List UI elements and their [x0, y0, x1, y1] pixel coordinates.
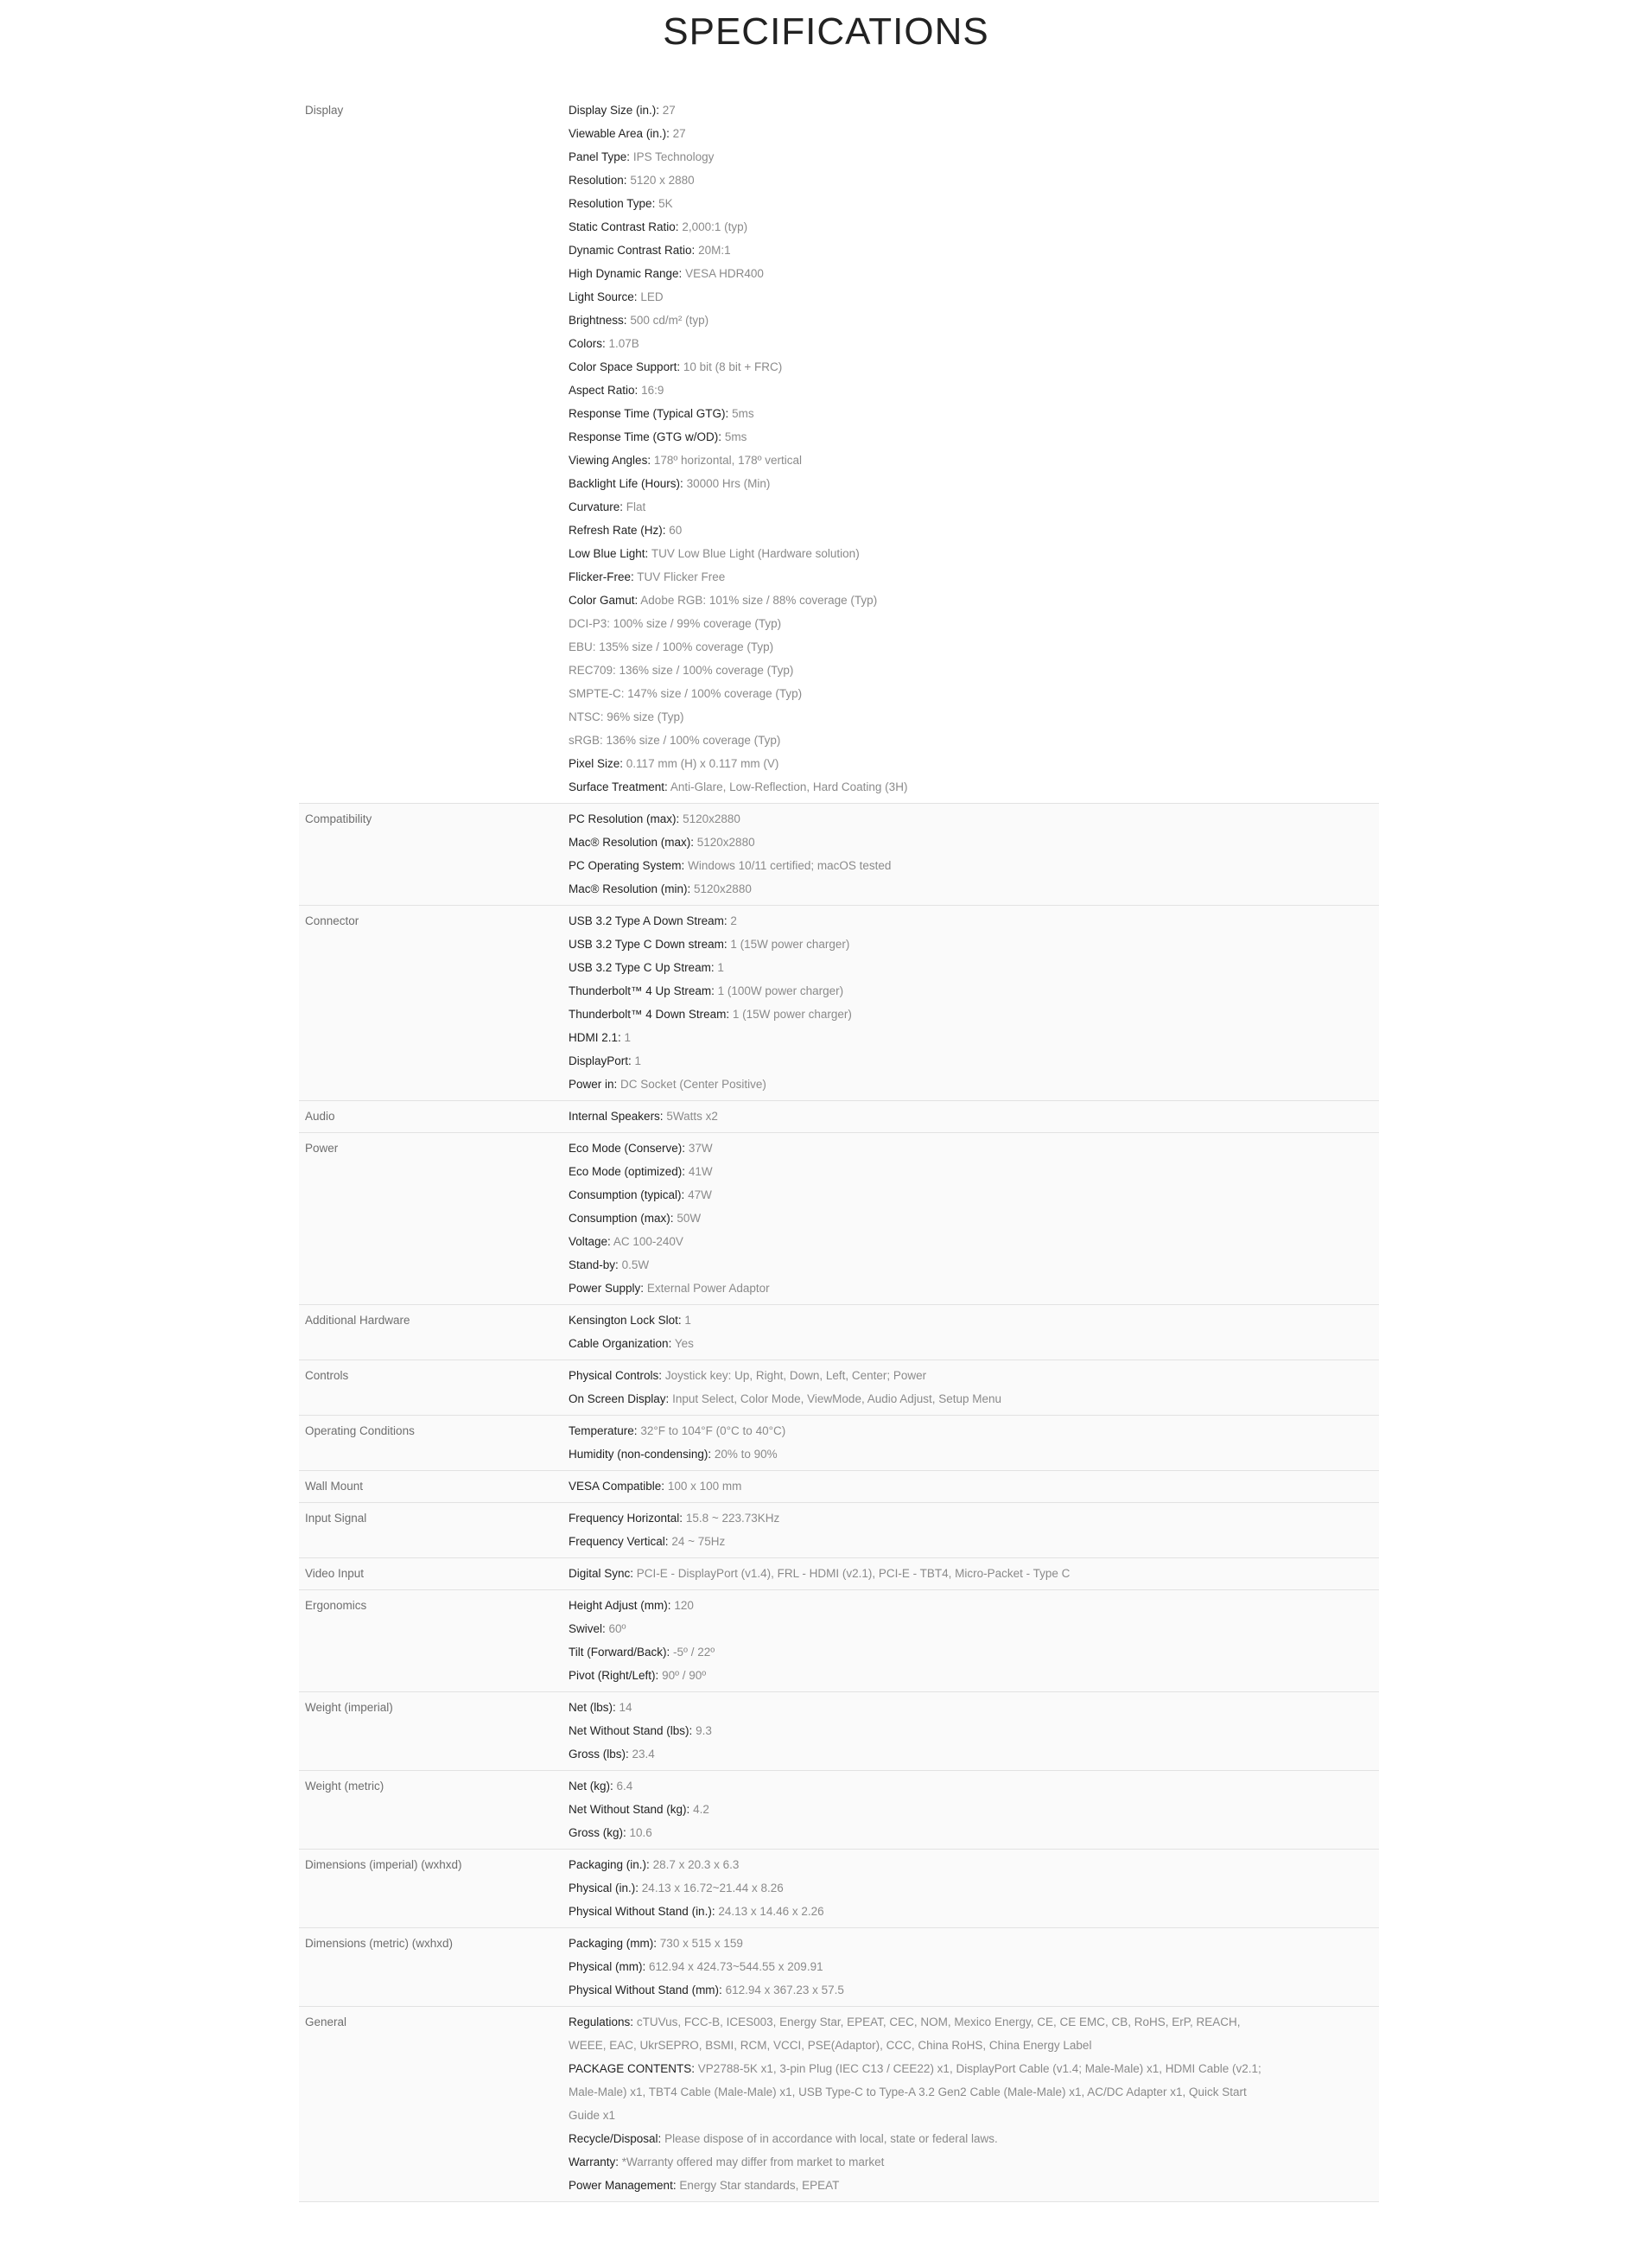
- spec-key: USB 3.2 Type A Down Stream:: [569, 914, 728, 927]
- spec-key: Physical Controls:: [569, 1369, 663, 1382]
- spec-value: 90º / 90º: [662, 1669, 707, 1682]
- spec-value: 1: [684, 1314, 691, 1327]
- spec-key: Thunderbolt™ 4 Up Stream:: [569, 984, 715, 997]
- spec-value: 37W: [688, 1142, 713, 1155]
- spec-value: 1: [634, 1054, 642, 1067]
- spec-key: Internal Speakers:: [569, 1110, 664, 1123]
- spec-value: 5120 x 2880: [630, 174, 695, 187]
- spec-item: [569, 1664, 1267, 1687]
- spec-value: *Warranty offered may differ from market to market: [621, 2156, 885, 2168]
- spec-value: Energy Star standards, EPEAT: [679, 2179, 840, 2192]
- spec-item: [569, 831, 1267, 854]
- spec-item: [569, 355, 1267, 379]
- spec-section: [299, 1558, 1379, 1590]
- spec-section: [299, 804, 1379, 906]
- spec-key: Frequency Horizontal:: [569, 1512, 683, 1525]
- spec-key: Response Time (Typical GTG):: [569, 407, 729, 420]
- spec-key: PC Operating System:: [569, 859, 685, 872]
- spec-key: Warranty:: [569, 2156, 620, 2168]
- spec-key: Static Contrast Ratio:: [569, 220, 679, 233]
- spec-value: 1: [624, 1031, 632, 1044]
- spec-section: [299, 2007, 1379, 2202]
- spec-value: 14: [619, 1701, 632, 1714]
- section-label: Ergonomics: [305, 1599, 367, 1612]
- spec-item: [569, 1183, 1267, 1207]
- section-label: Dimensions (metric) (wxhxd): [305, 1937, 454, 1950]
- section-items: [569, 2010, 1379, 2197]
- spec-key: Net Without Stand (lbs):: [569, 1724, 693, 1737]
- section-items: [569, 1932, 1379, 2002]
- section-label: Weight (imperial): [305, 1701, 393, 1714]
- spec-value: cTUVus, FCC-B, ICES003, Energy Star, EPEAT, CEC, NOM, Mexico Energy, CE, CE EMC, CB, RoHS, ErP, REACH, WEEE, EAC, UkrSEPRO, BSMI, RCM, VCCI, PSE(Adaptor), CCC, China RoHS, China Energy Label: [569, 2015, 1241, 2052]
- section-items: [569, 1853, 1379, 1923]
- spec-value: 612.94 x 367.23 x 57.5: [725, 1984, 844, 1996]
- spec-value: 5ms: [724, 430, 747, 443]
- spec-key: Power Management:: [569, 2179, 677, 2192]
- spec-item: [569, 1160, 1267, 1183]
- spec-key: USB 3.2 Type C Down stream:: [569, 938, 728, 951]
- spec-key: Power Supply:: [569, 1282, 645, 1295]
- spec-item: [569, 1474, 1267, 1498]
- spec-value: LED: [640, 290, 664, 303]
- spec-key: Resolution Type:: [569, 197, 656, 210]
- spec-value: 20M:1: [698, 244, 731, 257]
- spec-value: -5º / 22º: [673, 1646, 715, 1659]
- spec-item: [569, 682, 1267, 705]
- section-label: Input Signal: [305, 1512, 367, 1525]
- spec-key: Consumption (typical):: [569, 1188, 685, 1201]
- spec-value: Adobe RGB: 101% size / 88% coverage (Typ): [640, 594, 878, 607]
- section-items: [569, 1419, 1379, 1466]
- spec-item: [569, 1978, 1267, 2002]
- spec-value: DCI-P3: 100% size / 99% coverage (Typ): [569, 617, 782, 630]
- section-label: Audio: [305, 1110, 335, 1123]
- spec-item: [569, 1853, 1267, 1876]
- spec-value: 60: [669, 524, 683, 537]
- spec-key: Color Space Support:: [569, 360, 681, 373]
- section-items: [569, 807, 1379, 901]
- section-label: Dimensions (imperial) (wxhxd): [305, 1858, 462, 1871]
- spec-value: 5Watts x2: [666, 1110, 718, 1123]
- spec-value: 1: [717, 961, 724, 974]
- spec-item: [569, 589, 1267, 612]
- spec-value: TUV Flicker Free: [637, 570, 726, 583]
- spec-item: [569, 99, 1267, 122]
- section-label: Video Input: [305, 1567, 365, 1580]
- spec-key: Resolution:: [569, 174, 627, 187]
- section-items: [569, 1364, 1379, 1411]
- spec-key: Consumption (max):: [569, 1212, 674, 1225]
- spec-item: [569, 956, 1267, 979]
- spec-key: Eco Mode (optimized):: [569, 1165, 686, 1178]
- spec-key: Physical (in.):: [569, 1882, 639, 1894]
- spec-key: Power in:: [569, 1078, 618, 1091]
- spec-value: 23.4: [632, 1748, 655, 1761]
- spec-value: 5ms: [732, 407, 754, 420]
- spec-value: Flat: [626, 500, 646, 513]
- spec-value: 60º: [608, 1622, 626, 1635]
- spec-value: 28.7 x 20.3 x 6.3: [652, 1858, 740, 1871]
- spec-value: 1 (100W power charger): [717, 984, 844, 997]
- spec-key: Gross (kg):: [569, 1826, 626, 1839]
- spec-item: [569, 1696, 1267, 1719]
- section-label: Wall Mount: [305, 1480, 364, 1493]
- spec-key: Packaging (mm):: [569, 1937, 658, 1950]
- spec-item: [569, 1277, 1267, 1300]
- spec-value: 6.4: [616, 1780, 633, 1793]
- spec-value: Please dispose of in accordance with local, state or federal laws.: [664, 2132, 998, 2145]
- spec-item: [569, 1049, 1267, 1073]
- section-items: [569, 1594, 1379, 1687]
- section-items: [569, 1774, 1379, 1844]
- spec-section: [299, 906, 1379, 1101]
- spec-item: [569, 1774, 1267, 1798]
- spec-key: Swivel:: [569, 1622, 606, 1635]
- spec-value: REC709: 136% size / 100% coverage (Typ): [569, 664, 794, 677]
- spec-item: [569, 2127, 1267, 2150]
- spec-value: SMPTE-C: 147% size / 100% coverage (Typ): [569, 687, 803, 700]
- spec-key: Packaging (in.):: [569, 1858, 650, 1871]
- spec-value: NTSC: 96% size (Typ): [569, 710, 684, 723]
- spec-value: Input Select, Color Mode, ViewMode, Audio Adjust, Setup Menu: [672, 1392, 1002, 1405]
- spec-key: Low Blue Light:: [569, 547, 649, 560]
- spec-key: Humidity (non-condensing):: [569, 1448, 712, 1461]
- section-label: Compatibility: [305, 812, 372, 825]
- spec-key: Regulations:: [569, 2015, 634, 2028]
- spec-value: 1 (15W power charger): [730, 938, 850, 951]
- spec-value: 5K: [658, 197, 673, 210]
- spec-value: External Power Adaptor: [646, 1282, 770, 1295]
- spec-key: Color Gamut:: [569, 594, 639, 607]
- spec-value: TUV Low Blue Light (Hardware solution): [651, 547, 860, 560]
- spec-item: [569, 1506, 1267, 1530]
- spec-key: Flicker-Free:: [569, 570, 634, 583]
- spec-value: Joystick key: Up, Right, Down, Left, Center; Power: [664, 1369, 927, 1382]
- spec-item: [569, 933, 1267, 956]
- spec-item: [569, 1073, 1267, 1096]
- spec-item: [569, 1419, 1267, 1442]
- spec-key: Net Without Stand (kg):: [569, 1803, 690, 1816]
- spec-item: [569, 1798, 1267, 1821]
- spec-item: [569, 402, 1267, 425]
- spec-item: [569, 635, 1267, 659]
- spec-key: Stand-by:: [569, 1258, 619, 1271]
- spec-item: [569, 449, 1267, 472]
- spec-item: [569, 379, 1267, 402]
- spec-key: Colors:: [569, 337, 606, 350]
- spec-value: 32°F to 104°F (0°C to 40°C): [640, 1424, 786, 1437]
- spec-key: Pivot (Right/Left):: [569, 1669, 659, 1682]
- spec-value: 500 cd/m² (typ): [630, 314, 709, 327]
- spec-item: [569, 495, 1267, 519]
- spec-value: AC 100-240V: [613, 1235, 683, 1248]
- spec-table: [299, 95, 1379, 2202]
- spec-key: Tilt (Forward/Back):: [569, 1646, 670, 1659]
- spec-item: [569, 1530, 1267, 1553]
- spec-key: Pixel Size:: [569, 757, 624, 770]
- spec-item: [569, 1821, 1267, 1844]
- spec-value: 5120x2880: [696, 836, 755, 849]
- spec-value: 10 bit (8 bit + FRC): [683, 360, 783, 373]
- spec-item: [569, 239, 1267, 262]
- spec-value: PCI-E - DisplayPort (v1.4), FRL - HDMI (v2.1), PCI-E - TBT4, Micro-Packet - Type C: [636, 1567, 1071, 1580]
- spec-item: [569, 145, 1267, 169]
- spec-item: [569, 1332, 1267, 1355]
- spec-item: [569, 877, 1267, 901]
- section-label: General: [305, 2015, 347, 2028]
- spec-value: 100 x 100 mm: [667, 1480, 742, 1493]
- spec-item: [569, 1719, 1267, 1742]
- spec-key: Dynamic Contrast Ratio:: [569, 244, 696, 257]
- spec-section: [299, 1133, 1379, 1305]
- spec-value: 1.07B: [608, 337, 639, 350]
- spec-value: 27: [662, 104, 676, 117]
- spec-item: [569, 705, 1267, 729]
- spec-item: [569, 215, 1267, 239]
- spec-key: Frequency Vertical:: [569, 1535, 669, 1548]
- spec-section: [299, 1590, 1379, 1692]
- spec-key: Viewable Area (in.):: [569, 127, 670, 140]
- spec-section: [299, 95, 1379, 804]
- spec-value: 41W: [688, 1165, 713, 1178]
- spec-value: 0.5W: [621, 1258, 650, 1271]
- spec-item: [569, 332, 1267, 355]
- spec-item: [569, 262, 1267, 285]
- spec-key: Backlight Life (Hours):: [569, 477, 683, 490]
- spec-item: [569, 1387, 1267, 1411]
- spec-item: [569, 2010, 1267, 2057]
- spec-section: [299, 1360, 1379, 1416]
- spec-item: [569, 752, 1267, 775]
- spec-item: [569, 1617, 1267, 1640]
- spec-item: [569, 1207, 1267, 1230]
- spec-item: [569, 192, 1267, 215]
- spec-section: [299, 1850, 1379, 1928]
- spec-item: [569, 1742, 1267, 1766]
- spec-key: USB 3.2 Type C Up Stream:: [569, 961, 715, 974]
- spec-value: 50W: [677, 1212, 702, 1225]
- spec-item: [569, 1562, 1267, 1585]
- spec-value: Windows 10/11 certified; macOS tested: [688, 859, 892, 872]
- spec-item: [569, 1955, 1267, 1978]
- spec-key: Kensington Lock Slot:: [569, 1314, 682, 1327]
- spec-item: [569, 542, 1267, 565]
- spec-key: Physical Without Stand (mm):: [569, 1984, 722, 1996]
- section-items: [569, 99, 1379, 799]
- spec-key: Viewing Angles:: [569, 454, 651, 467]
- spec-item: [569, 1900, 1267, 1923]
- spec-key: Eco Mode (Conserve):: [569, 1142, 686, 1155]
- section-items: [569, 909, 1379, 1096]
- spec-key: Curvature:: [569, 500, 624, 513]
- spec-value: IPS Technology: [632, 150, 715, 163]
- spec-value: 178º horizontal, 178º vertical: [653, 454, 803, 467]
- spec-value: DC Socket (Center Positive): [620, 1078, 766, 1091]
- spec-value: 612.94 x 424.73~544.55 x 209.91: [649, 1960, 823, 1973]
- spec-item: [569, 854, 1267, 877]
- spec-section: [299, 1503, 1379, 1558]
- spec-item: [569, 1640, 1267, 1664]
- spec-section: [299, 1771, 1379, 1850]
- spec-key: On Screen Display:: [569, 1392, 670, 1405]
- spec-value: 20% to 90%: [714, 1448, 778, 1461]
- spec-item: [569, 169, 1267, 192]
- spec-item: [569, 565, 1267, 589]
- spec-item: [569, 309, 1267, 332]
- spec-value: 120: [674, 1599, 694, 1612]
- section-items: [569, 1506, 1379, 1553]
- spec-value: Anti-Glare, Low-Reflection, Hard Coating (3H): [670, 780, 908, 793]
- spec-key: Light Source:: [569, 290, 638, 303]
- section-label: Display: [305, 104, 344, 117]
- section-items: [569, 1474, 1379, 1498]
- spec-key: VESA Compatible:: [569, 1480, 665, 1493]
- spec-section: [299, 1471, 1379, 1503]
- spec-key: Aspect Ratio:: [569, 384, 639, 397]
- spec-item: [569, 1137, 1267, 1160]
- spec-value: 15.8 ~ 223.73KHz: [685, 1512, 780, 1525]
- spec-section: [299, 1928, 1379, 2007]
- section-items: [569, 1137, 1379, 1300]
- spec-item: [569, 1026, 1267, 1049]
- spec-item: [569, 122, 1267, 145]
- spec-item: [569, 472, 1267, 495]
- spec-section: [299, 1692, 1379, 1771]
- spec-section: [299, 1101, 1379, 1133]
- spec-item: [569, 612, 1267, 635]
- spec-item: [569, 909, 1267, 933]
- spec-value: 24 ~ 75Hz: [671, 1535, 726, 1548]
- spec-key: PC Resolution (max):: [569, 812, 680, 825]
- spec-value: 24.13 x 14.46 x 2.26: [718, 1905, 824, 1918]
- spec-value: 10.6: [629, 1826, 652, 1839]
- spec-value: 2,000:1 (typ): [682, 220, 748, 233]
- spec-key: HDMI 2.1:: [569, 1031, 621, 1044]
- section-items: [569, 1309, 1379, 1355]
- spec-value: 5120x2880: [683, 812, 740, 825]
- spec-key: Digital Sync:: [569, 1567, 634, 1580]
- spec-key: Recycle/Disposal:: [569, 2132, 662, 2145]
- spec-key: Panel Type:: [569, 150, 631, 163]
- spec-item: [569, 2057, 1267, 2127]
- spec-key: Gross (lbs):: [569, 1748, 629, 1761]
- spec-value: 5120x2880: [694, 882, 752, 895]
- spec-value: 2: [730, 914, 737, 927]
- spec-value: 47W: [688, 1188, 712, 1201]
- spec-item: [569, 1105, 1267, 1128]
- spec-value: 730 x 515 x 159: [659, 1937, 743, 1950]
- spec-item: [569, 729, 1267, 752]
- spec-key: Temperature:: [569, 1424, 638, 1437]
- section-label: Weight (metric): [305, 1780, 384, 1793]
- spec-key: Refresh Rate (Hz):: [569, 524, 666, 537]
- spec-item: [569, 1003, 1267, 1026]
- spec-key: Net (lbs):: [569, 1701, 616, 1714]
- spec-key: Height Adjust (mm):: [569, 1599, 671, 1612]
- spec-key: Cable Organization:: [569, 1337, 672, 1350]
- spec-key: Thunderbolt™ 4 Down Stream:: [569, 1008, 730, 1021]
- spec-item: [569, 1442, 1267, 1466]
- section-items: [569, 1105, 1379, 1128]
- spec-item: [569, 1876, 1267, 1900]
- spec-item: [569, 979, 1267, 1003]
- spec-key: Surface Treatment:: [569, 780, 668, 793]
- spec-key: Display Size (in.):: [569, 104, 660, 117]
- section-items: [569, 1562, 1379, 1585]
- spec-item: [569, 2150, 1267, 2174]
- spec-value: VP2788-5K x1, 3-pin Plug (IEC C13 / CEE22) x1, DisplayPort Cable (v1.4; Male-Male) x1, HDMI Cable (v2.1; Male-Male) x1, TBT4 Cable (Male-Male) x1, USB Type-C to Type-A 3.2 Gen2 Cable (Male-Male) x1, AC/DC Adapter x1, Quick Start Guide x1: [569, 2062, 1261, 2122]
- spec-item: [569, 425, 1267, 449]
- spec-item: [569, 1594, 1267, 1617]
- spec-item: [569, 659, 1267, 682]
- spec-item: [569, 519, 1267, 542]
- spec-key: Net (kg):: [569, 1780, 613, 1793]
- spec-key: DisplayPort:: [569, 1054, 632, 1067]
- spec-key: Mac® Resolution (max):: [569, 836, 694, 849]
- spec-item: [569, 1309, 1267, 1332]
- spec-item: [569, 1932, 1267, 1955]
- spec-item: [569, 1364, 1267, 1387]
- spec-value: VESA HDR400: [685, 267, 764, 280]
- spec-value: 1 (15W power charger): [732, 1008, 852, 1021]
- spec-value: 16:9: [641, 384, 664, 397]
- page-title: SPECIFICATIONS: [663, 10, 989, 53]
- section-label: Operating Conditions: [305, 1424, 415, 1437]
- spec-key: Mac® Resolution (min):: [569, 882, 691, 895]
- spec-value: 30000 Hrs (Min): [686, 477, 771, 490]
- spec-value: Yes: [674, 1337, 694, 1350]
- spec-key: High Dynamic Range:: [569, 267, 683, 280]
- spec-key: Physical Without Stand (in.):: [569, 1905, 715, 1918]
- spec-key: Response Time (GTG w/OD):: [569, 430, 722, 443]
- spec-section: [299, 1305, 1379, 1360]
- spec-item: [569, 775, 1267, 799]
- section-label: Additional Hardware: [305, 1314, 410, 1327]
- spec-item: [569, 1230, 1267, 1253]
- spec-value: 4.2: [693, 1803, 709, 1816]
- section-label: Connector: [305, 914, 359, 927]
- spec-item: [569, 285, 1267, 309]
- spec-item: [569, 1253, 1267, 1277]
- spec-section: [299, 1416, 1379, 1471]
- spec-key: Brightness:: [569, 314, 627, 327]
- spec-value: 9.3: [696, 1724, 712, 1737]
- spec-key: Voltage:: [569, 1235, 611, 1248]
- spec-key: Physical (mm):: [569, 1960, 646, 1973]
- spec-key: PACKAGE CONTENTS:: [569, 2062, 696, 2075]
- spec-value: 27: [672, 127, 686, 140]
- spec-value: sRGB: 136% size / 100% coverage (Typ): [569, 734, 781, 747]
- section-label: Controls: [305, 1369, 349, 1382]
- spec-value: 24.13 x 16.72~21.44 x 8.26: [641, 1882, 784, 1894]
- spec-item: [569, 807, 1267, 831]
- spec-value: EBU: 135% size / 100% coverage (Typ): [569, 640, 774, 653]
- section-items: [569, 1696, 1379, 1766]
- spec-item: [569, 2174, 1267, 2197]
- spec-value: 0.117 mm (H) x 0.117 mm (V): [626, 757, 779, 770]
- section-label: Power: [305, 1142, 339, 1155]
